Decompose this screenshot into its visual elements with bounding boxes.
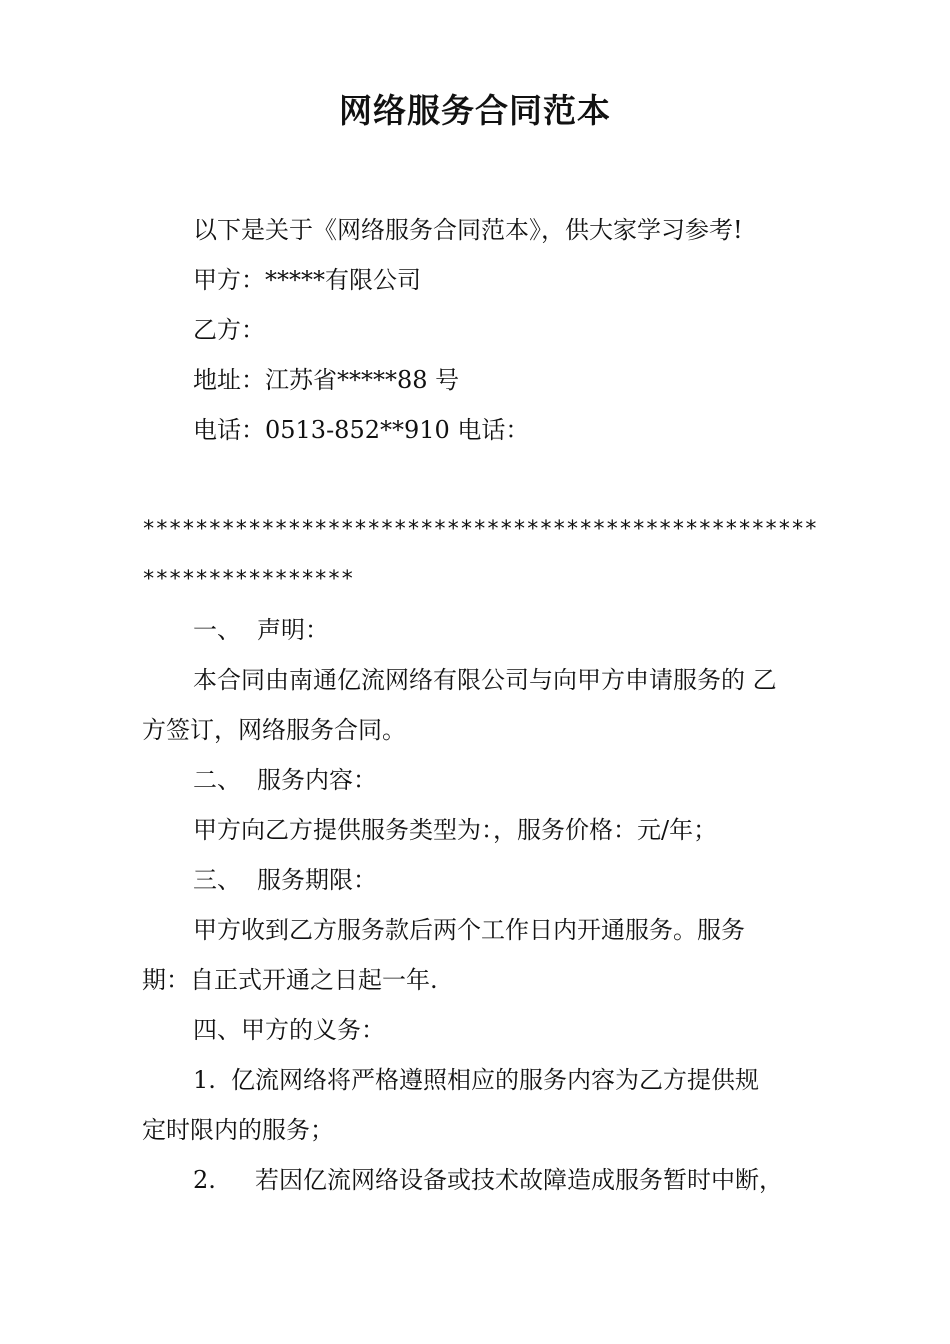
section-number: 二、 (193, 766, 241, 794)
section-title: 服务内容： (257, 766, 377, 794)
section-number: 一、 (193, 616, 241, 644)
separator-stars-2: **************** (142, 567, 354, 592)
section-heading: 四、甲方的义务： (193, 1016, 385, 1044)
separator-stars-1: *************************************************** (142, 517, 818, 542)
list-item (142, 1155, 822, 1205)
item-text: 若因亿流网络设备或技术故障造成服务暂时中断， (255, 1166, 783, 1194)
document-title: 网络服务合同范本 (339, 91, 611, 130)
item-text: 定时限内的服务； (142, 1116, 334, 1144)
blank-line (142, 455, 822, 505)
section-text: 甲方向乙方提供服务类型为：，服务价格：元/年； (193, 816, 718, 844)
document-body (142, 205, 822, 1205)
section-text: 甲方收到乙方服务款后两个工作日内开通服务。服务 (193, 916, 745, 944)
phone-line: 电话：0513-852**910 电话： (193, 416, 530, 444)
section-title: 服务期限： (257, 866, 377, 894)
intro-line: 以下是关于《网络服务合同范本》，供大家学习参考! (193, 216, 743, 244)
section-number: 三、 (193, 866, 241, 894)
item-number: 1. (193, 1066, 216, 1094)
section-text: 方签订，网络服务合同。 (142, 716, 406, 744)
section-heading (142, 755, 822, 805)
section-title: 声明： (257, 616, 329, 644)
section-heading (142, 605, 822, 655)
party-a-line: 甲方：*****有限公司 (193, 266, 421, 294)
section-text: 期：自正式开通之日起一年. (142, 966, 438, 994)
section-text: 本合同由南通亿流网络有限公司与向甲方申请服务的 乙 (193, 666, 777, 694)
item-text: 亿流网络将严格遵照相应的服务内容为乙方提供规 (231, 1066, 759, 1094)
party-b-line: 乙方： (193, 316, 265, 344)
list-item (142, 1055, 822, 1105)
address-line: 地址：江苏省*****88 号 (193, 366, 460, 394)
item-number: 2. (193, 1166, 216, 1194)
section-heading (142, 855, 822, 905)
